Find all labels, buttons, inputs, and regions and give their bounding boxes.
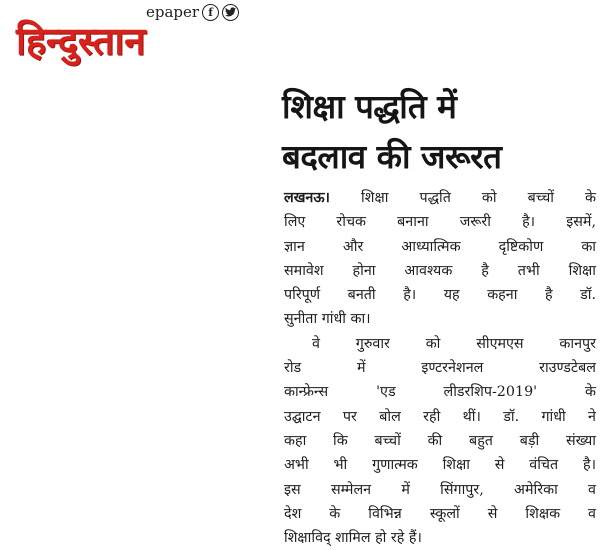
body-line: उद्घाटन पर बोल रही थीं। डॉ. गांधी ने [284,408,596,425]
body-line: देश के विभिन्न स्कूलों से शिक्षक व [284,505,596,522]
epaper-bar [146,3,239,21]
body-line [284,186,596,210]
body-line: ज्ञान और आध्यात्मिक दृष्टिकोण का [284,238,596,255]
facebook-icon[interactable]: f [202,4,219,21]
body-line: समावेश होना आवश्यक है तभी शिक्षा [284,262,596,279]
body-line: कान्फ्रेन्स 'एड लीडरशिप-2019' के [284,384,596,401]
body-line: सुनीता गांधी का। [284,311,371,328]
masthead [0,0,607,70]
dateline: लखनऊ। [284,190,330,206]
body-text: शिक्षा पद्धति को बच्चों के [361,190,597,206]
article-body [284,186,596,550]
epaper-label[interactable]: epaper [146,3,200,21]
body-line: रोड में इण्टरनेशनल राउण्डटेबल [284,360,596,377]
body-line: परिपूर्ण बनती है। यह कहना है डॉ. [284,287,596,304]
headline-line-2: बदलाव की जरूरत [282,137,502,176]
body-line: अभी भी गुणात्मक शिक्षा से वंचित है। [284,457,596,474]
twitter-bird-icon [225,7,236,17]
hindustan-logo[interactable]: हिन्दुस्तान [16,18,146,63]
body-line: शिक्षाविद् शामिल हो रहे हैं। [284,530,422,547]
body-line: वे गुरुवार को सीएमएस कानपुर [312,335,596,352]
article-headline [282,82,602,182]
body-line: कहा कि बच्चों की बहुत बड़ी संख्या [284,432,596,449]
body-line: इस सम्मेलन में सिंगापुर, अमेरिका व [284,481,596,498]
headline-line-1: शिक्षा पद्धति में [282,87,457,126]
body-line: लिए रोचक बनाना जरूरी है। इसमें, [284,214,596,231]
twitter-icon[interactable] [222,4,239,21]
